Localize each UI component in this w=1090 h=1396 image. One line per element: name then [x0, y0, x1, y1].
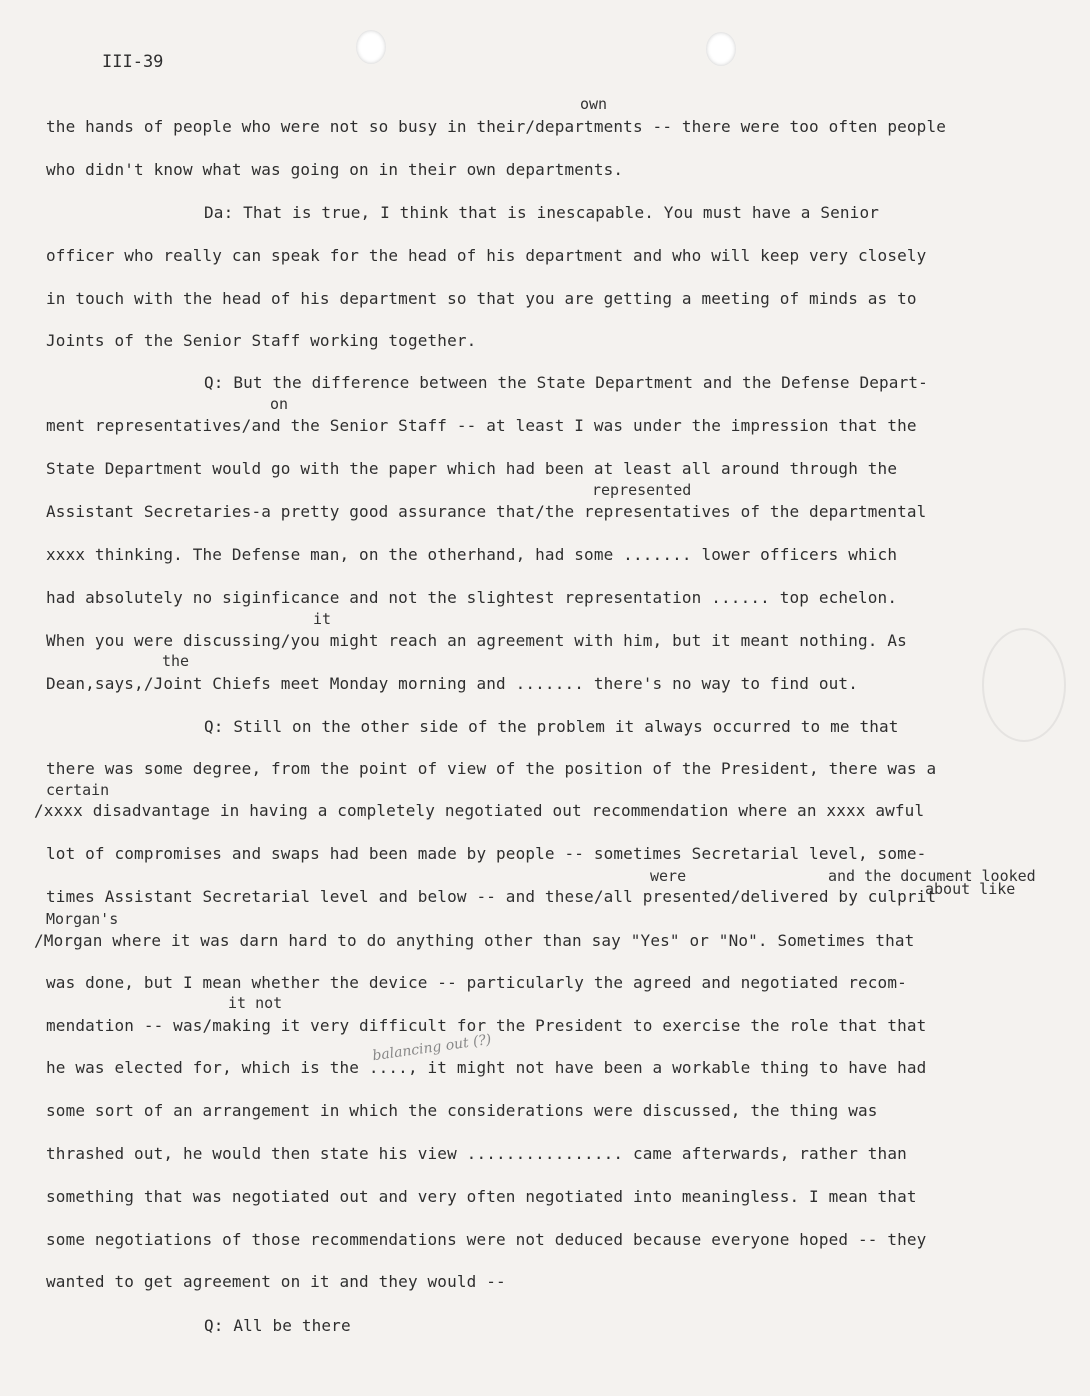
faded-stamp: [982, 628, 1066, 742]
punch-hole: [706, 32, 736, 66]
punch-hole: [356, 30, 386, 64]
text-line: thrashed out, he would then state his view ................ came afterwards, rather than: [46, 1144, 907, 1163]
text-line: xxxx thinking. The Defense man, on the otherhand, had some ....... lower officers which: [46, 545, 898, 564]
text-line: was done, but I mean whether the device -- particularly the agreed and negotiated recom-: [46, 973, 907, 992]
text-line: Dean,says,/Joint Chiefs meet Monday morning and ....... there's no way to find out.: [46, 674, 858, 693]
text-line: Q: But the difference between the State Department and the Defense Depart-: [204, 373, 928, 392]
text-line: wanted to get agreement on it and they would --: [46, 1272, 506, 1291]
insertion: the: [162, 652, 190, 670]
text-line: some negotiations of those recommendations were not deduced because everyone hoped -- they: [46, 1230, 927, 1249]
insertion: on: [270, 395, 289, 413]
text-line: When you were discussing/you might reach an agreement with him, but it meant nothing. As: [46, 631, 907, 650]
text-line: who didn't know what was going on in their own departments.: [46, 160, 624, 179]
text-line: something that was negotiated out and very often negotiated into meaningless. I mean that: [46, 1187, 917, 1206]
text-line: mendation -- was/making it very difficult for the President to exercise the role that that: [46, 1016, 927, 1035]
text-line: he was elected for, which is the ...., it might not have been a workable thing to have had: [46, 1058, 927, 1077]
insertion: represented: [592, 481, 692, 499]
text-line: there was some degree, from the point of view of the position of the President, there was a: [46, 759, 937, 778]
text-line: lot of compromises and swaps had been made by people -- sometimes Secretarial level, some-: [46, 844, 927, 863]
text-line: Joints of the Senior Staff working together.: [46, 331, 477, 350]
text-line: the hands of people who were not so busy in their/departments -- there were too often people: [46, 117, 947, 136]
insertion: Morgan's: [46, 910, 119, 928]
page-number: III-39: [102, 52, 164, 72]
insertion: were: [650, 867, 687, 885]
text-line: Da: That is true, I think that is inescapable. You must have a Senior: [204, 203, 880, 222]
text-line: some sort of an arrangement in which the considerations were discussed, the thing was: [46, 1101, 878, 1120]
insertion: about like: [925, 880, 1016, 898]
text-line: State Department would go with the paper which had been at least all around through the: [46, 459, 898, 478]
text-line: /Morgan where it was darn hard to do anything other than say "Yes" or "No". Sometimes that: [34, 931, 915, 950]
text-line: Assistant Secretaries-a pretty good assurance that/the representatives of the departmental: [46, 502, 927, 521]
text-line: Q: Still on the other side of the problem it always occurred to me that: [204, 717, 899, 736]
text-line: /xxxx disadvantage in having a completely negotiated out recommendation where an xxxx awful: [34, 801, 925, 820]
insertion: certain: [46, 781, 110, 799]
text-line: Q: All be there: [204, 1316, 351, 1335]
text-line: times Assistant Secretarial level and below -- and these/all presented/delivered by culprit: [46, 887, 937, 906]
handwritten-note: balancing out (?): [371, 1031, 493, 1065]
insertion: own: [580, 95, 608, 113]
insertion: it: [313, 610, 332, 628]
text-line: in touch with the head of his department so that you are getting a meeting of minds as to: [46, 289, 917, 308]
text-line: had absolutely no siginficance and not the slightest representation ...... top echelon.: [46, 588, 898, 607]
text-line: officer who really can speak for the head of his department and who will keep very closely: [46, 246, 927, 265]
insertion: and the document looked: [828, 867, 1036, 885]
text-line: ment representatives/and the Senior Staff -- at least I was under the impression that the: [46, 416, 917, 435]
insertion: it not: [228, 994, 283, 1012]
